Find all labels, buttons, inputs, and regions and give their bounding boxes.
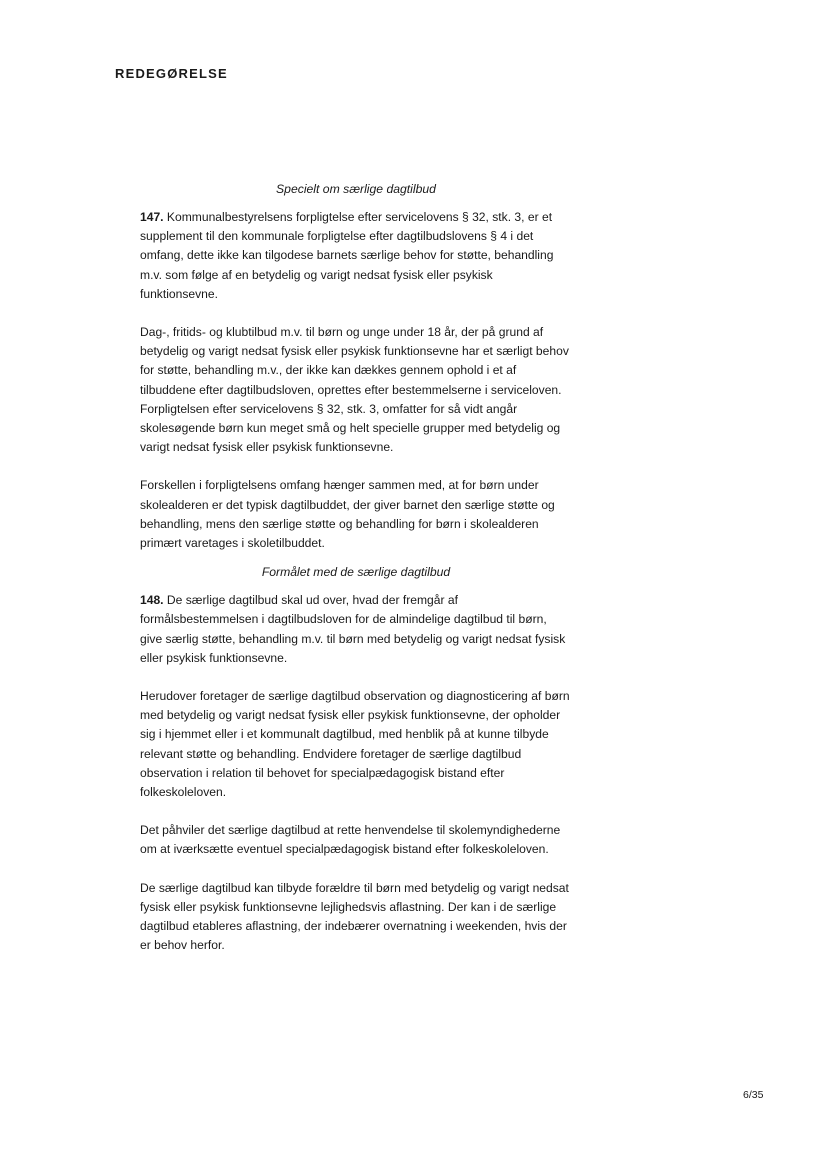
section-heading-purpose: Formålet med de særlige dagtilbud [261,565,451,580]
paragraph: Forskellen i forpligtelsens omfang hænger sammen med, at for børn under skolealderen er det typisk dagtilbuddet, der giver barnet den særlige støtte og behandling, mens den særlige støtte og behandling for børn i skolealderen primært varetages i skoletilbuddet. [140,478,555,551]
paragraph-number: 147. [140,210,164,224]
paragraph-text: Kommunalbestyrelsens forpligtelse efter servicelovens § 32, stk. 3, er et supplement til den kommunale forpligtelse efter dagtilbudslovens § 4 i det omfang, dette ikke kan tilgodese barnets særlige behov for støtte, behandling m.v. som følge af en betydelig og varigt nedsat fysisk eller psykisk funktionsevne. [140,210,554,301]
paragraph: Dag-, fritids- og klubtilbud m.v. til børn og unge under 18 år, der på grund af betydelig og varigt nedsat fysisk eller psykisk funktionsevne har et særligt behov for støtte, behandling m.v., der ikke kan dækkes gennem ophold i et af tilbuddene efter dagtilbudsloven, oprettes efter bestemmelserne i serviceloven. Forpligtelsen efter servicelovens § 32, stk. 3, omfatter for så vidt angår skolesøgende børn kun meget små og helt specielle grupper med betydelig og varigt nedsat fysisk eller psykisk funktionsevne. [140,325,569,455]
paragraph-148 [140,591,572,668]
paragraph: Herudover foretager de særlige dagtilbud observation og diagnosticering af børn med betydelig og varigt nedsat fysisk eller psykisk funktionsevne, der opholder sig i hjemmet eller i et kommunalt dagtilbud, med henblik på at kunne tilbyde relevant støtte og behandling. Endvidere foretager de særlige dagtilbud observation i relation til behovet for specialpædagogisk bistand efter folkeskoleloven. [140,689,570,800]
document-body [140,180,572,956]
paragraph: Det påhviler det særlige dagtilbud at rette henvendelse til skolemyndighederne om at iværksætte eventuel specialpædagogisk bistand efter folkeskoleloven. [140,823,561,857]
paragraph-number: 148. [140,593,164,608]
page-number: 6/35 [743,1089,764,1101]
paragraph: De særlige dagtilbud kan tilbyde forældre til børn med betydelig og varigt nedsat fysisk eller psykisk funktionsevne lejlighedsvis aflastning. Der kan i de særlige dagtilbud etableres aflastning, der indebærer overnatning i weekenden, hvis der er behov herfor. [140,880,569,953]
section-heading-special-daycare: Specielt om særlige dagtilbud [276,182,436,196]
paragraph-147 [140,208,572,304]
paragraph-text: De særlige dagtilbud skal ud over, hvad der fremgår af formålsbestemmelsen i dagtilbudsloven for de almindelige dagtilbud til børn, give særlig støtte, behandling m.v. til børn med betydelig og varigt nedsat fysisk eller psykisk funktionsevne. [140,593,566,665]
document-header: REDEGØRELSE [115,66,228,81]
